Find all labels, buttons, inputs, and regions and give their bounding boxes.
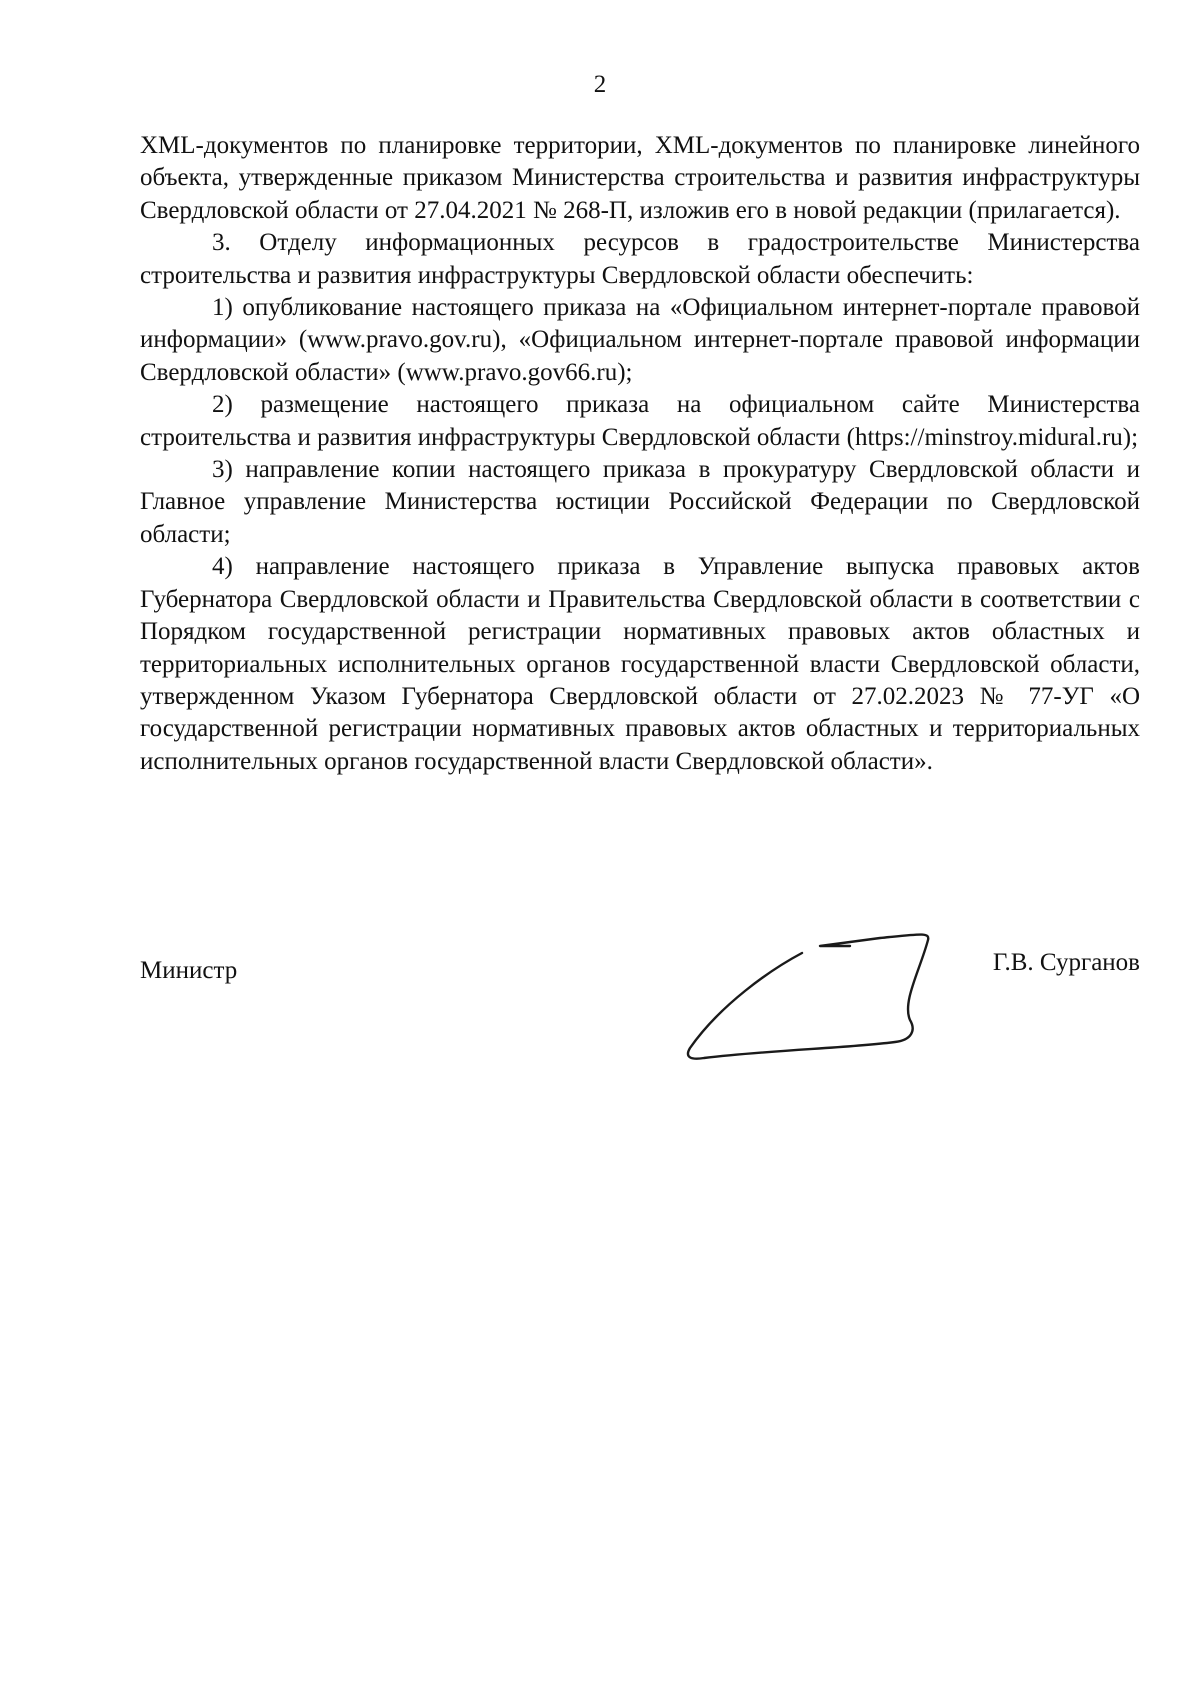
paragraph-item-3: 3. Отделу информационных ресурсов в градостроительстве Министерства строительства и развития инфраструктуры Свердловской области обеспечить: (140, 229, 1140, 289)
paragraph-continuation: XML-документов по планировке территории, XML-документов по планировке линейного объекта, утвержденные приказом Министерства строительства и развития инфраструктуры Свердловской области от 27.04.2021 № 268-П, изложив его в новой редакции (прилагается). (140, 132, 1140, 224)
paragraph-subitem-2: 2) размещение настоящего приказа на официальном сайте Министерства строительства и развития инфраструктуры Свердловской области (https://minstroy.midural.ru); (140, 391, 1140, 451)
page-number: 2 (593, 71, 607, 98)
document-body (140, 130, 1140, 778)
handwritten-signature (680, 920, 950, 1070)
paragraph-subitem-3: 3) направление копии настоящего приказа в прокуратуру Свердловской области и Главное управление Министерства юстиции Российской Федерации по Свердловской области; (140, 456, 1140, 548)
paragraph-subitem-1: 1) опубликование настоящего приказа на «Официальном интернет-портале правовой информации» (www.pravo.gov.ru), «Официальном интернет-портале правовой информации Свердловской области» (www.pravo.gov66.ru); (140, 294, 1140, 386)
signatory-title: Министр (140, 957, 238, 984)
paragraph-subitem-4: 4) направление настоящего приказа в Управление выпуска правовых актов Губернатора Свердловской области и Правительства Свердловской области в соответствии с Порядком государственной регистрации нормативных правовых актов областных и территориальных исполнительных органов государственной власти Свердловской области, утвержденном Указом Губернатора Свердловской области от 27.02.2023 № 77-УГ «О государственной регистрации нормативных правовых актов областных и территориальных исполнительных органов государственной власти Свердловской области». (140, 553, 1140, 775)
signatory-name: Г.В. Сурганов (992, 949, 1140, 976)
